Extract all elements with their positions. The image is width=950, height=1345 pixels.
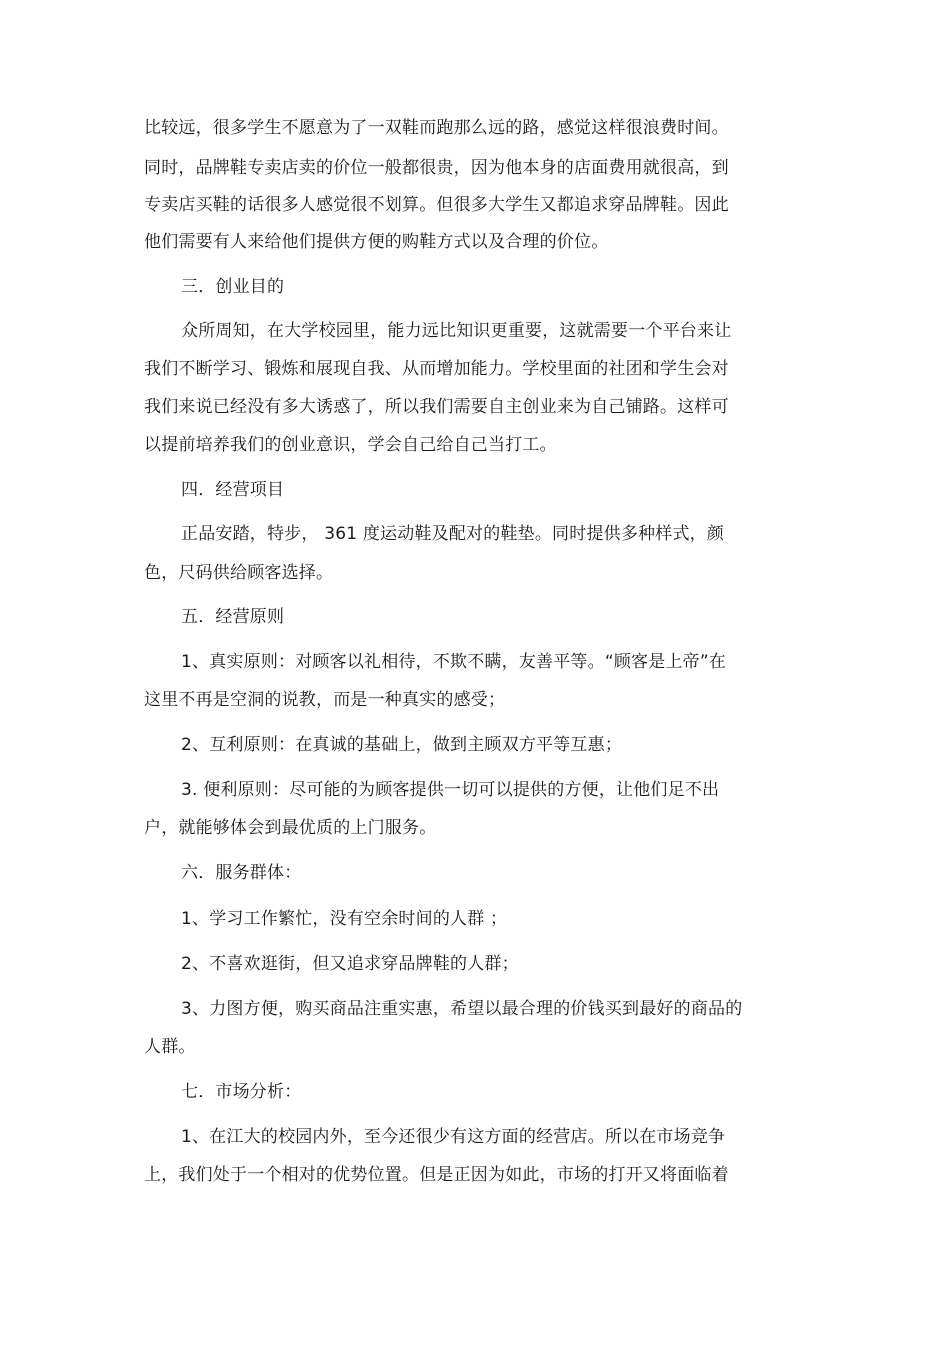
principle-item: 2、互利原则：在真诚的基础上，做到主顾双方平等互惠； bbox=[181, 735, 623, 755]
group-item: 3、力图方便，购买商品注重实惠，希望以最合理的价钱买到最好的商品的 bbox=[181, 999, 743, 1019]
paragraph-line: 我们来说已经没有多大诱惑了，所以我们需要自主创业来为自己铺路。这样可 bbox=[144, 397, 729, 417]
paragraph-line: 众所周知，在大学校园里，能力远比知识更重要，这就需要一个平台来让 bbox=[181, 321, 732, 341]
paragraph-line: 专卖店买鞋的话很多人感觉很不划算。但很多大学生又都追求穿品牌鞋。因此 bbox=[144, 195, 729, 215]
group-item: 1、学习工作繁忙，没有空余时间的人群 ； bbox=[181, 909, 508, 929]
section-heading-projects: 四．经营项目 bbox=[181, 480, 285, 500]
section-heading-purpose: 三．创业目的 bbox=[181, 277, 285, 297]
principle-item: 这里不再是空洞的说教，而是一种真实的感受； bbox=[144, 690, 506, 710]
principle-item: 户，就能够体会到最优质的上门服务。 bbox=[144, 818, 437, 838]
paragraph-line: 我们不断学习、锻炼和展现自我、从而增加能力。学校里面的社团和学生会对 bbox=[144, 359, 729, 379]
principle-item: 1、真实原则：对顾客以礼相待，不欺不瞒，友善平等。“顾客是上帝”在 bbox=[181, 652, 727, 672]
section-heading-market-analysis: 七．市场分析： bbox=[181, 1082, 302, 1102]
section-heading-service-groups: 六．服务群体： bbox=[181, 863, 302, 883]
group-item: 人群。 bbox=[144, 1037, 196, 1057]
section-heading-principles: 五．经营原则 bbox=[181, 607, 285, 627]
paragraph-line: 比较远，很多学生不愿意为了一双鞋而跑那么远的路，感觉这样很浪费时间。 bbox=[144, 118, 729, 138]
paragraph-line: 1、在江大的校园内外，至今还很少有这方面的经营店。所以在市场竞争 bbox=[181, 1127, 726, 1147]
paragraph-line: 正品安踏，特步， 361 度运动鞋及配对的鞋垫。同时提供多种样式，颜 bbox=[181, 524, 725, 544]
paragraph-line: 色，尺码供给顾客选择。 bbox=[144, 563, 334, 583]
paragraph-line: 以提前培养我们的创业意识，学会自己给自己当打工。 bbox=[144, 435, 557, 455]
paragraph-line: 同时，品牌鞋专卖店卖的价位一般都很贵，因为他本身的店面费用就很高，到 bbox=[144, 158, 729, 178]
principle-item: 3. 便利原则：尽可能的为顾客提供一切可以提供的方便，让他们足不出 bbox=[181, 780, 720, 800]
group-item: 2、不喜欢逛街，但又追求穿品牌鞋的人群； bbox=[181, 954, 519, 974]
paragraph-line: 他们需要有人来给他们提供方便的购鞋方式以及合理的价位。 bbox=[144, 232, 609, 252]
paragraph-line: 上，我们处于一个相对的优势位置。但是正因为如此，市场的打开又将面临着 bbox=[144, 1165, 729, 1185]
